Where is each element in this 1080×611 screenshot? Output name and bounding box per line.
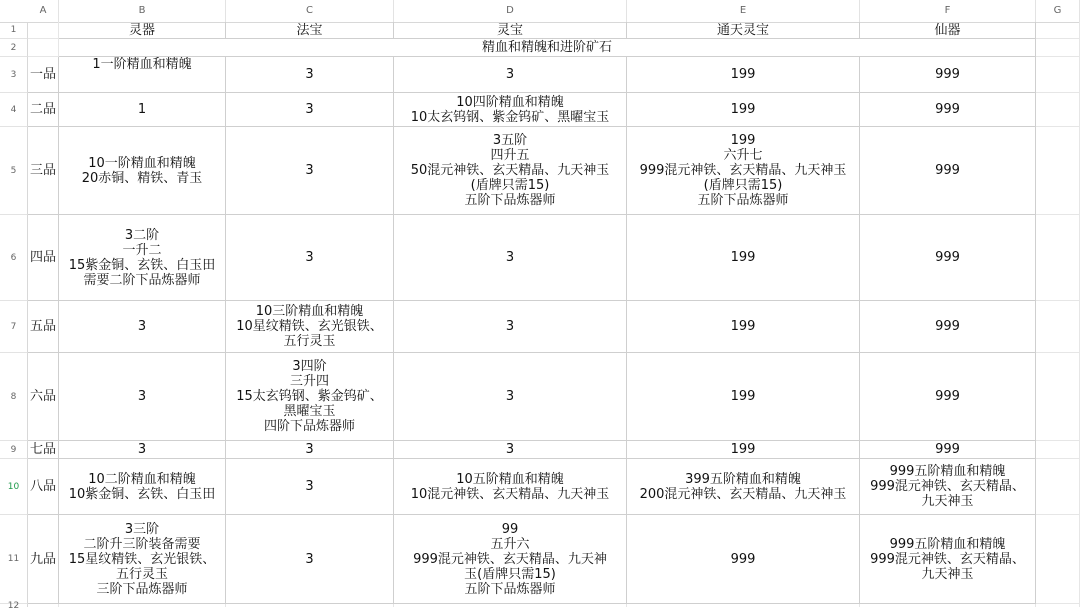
cell-g3[interactable] — [1036, 57, 1080, 93]
cell-e3[interactable]: 199 — [627, 57, 860, 93]
cell-e10[interactable]: 399五阶精血和精魄 200混元神铁、玄天精晶、九天神玉 — [627, 459, 860, 515]
cell-e6[interactable]: 199 — [627, 215, 860, 301]
cell-c10[interactable]: 3 — [226, 459, 394, 515]
cell-f10[interactable]: 999五阶精血和精魄 999混元神铁、玄天精晶、 九天神玉 — [860, 459, 1036, 515]
cell-b9[interactable]: 3 — [59, 441, 226, 459]
row-header-7[interactable]: 7 — [0, 301, 28, 353]
cell-g6[interactable] — [1036, 215, 1080, 301]
cell-d5[interactable]: 3五阶 四升五 50混元神铁、玄天精晶、九天神玉 (盾牌只需15) 五阶下品炼器师 — [394, 127, 627, 215]
column-header-g[interactable]: G — [1036, 0, 1080, 22]
column-header-d[interactable]: D — [394, 0, 627, 22]
cell-e11[interactable]: 999 — [627, 515, 860, 604]
cell-g7[interactable] — [1036, 301, 1080, 353]
cell-f3[interactable]: 999 — [860, 57, 1036, 93]
column-header-e[interactable]: E — [627, 0, 860, 22]
row-header-11[interactable]: 11 — [0, 515, 28, 604]
row-header-6[interactable]: 6 — [0, 215, 28, 301]
cell-b5[interactable]: 10一阶精血和精魄 20赤铜、精铁、青玉 — [59, 127, 226, 215]
row-header-3[interactable]: 3 — [0, 57, 28, 93]
cell-e5[interactable]: 199 六升七 999混元神铁、玄天精晶、九天神玉 (盾牌只需15) 五阶下品炼器师 — [627, 127, 860, 215]
row-header-5[interactable]: 5 — [0, 127, 28, 215]
cell-a8[interactable]: 六品 — [28, 353, 59, 441]
cell-a11[interactable]: 九品 — [28, 515, 59, 604]
cell-b8[interactable]: 3 — [59, 353, 226, 441]
cell-b11[interactable]: 3三阶 二阶升三阶装备需要 15星纹精铁、玄光银铁、 五行灵玉 三阶下品炼器师 — [59, 515, 226, 604]
cell-g11[interactable] — [1036, 515, 1080, 604]
cell-e4[interactable]: 199 — [627, 93, 860, 127]
cell-a10[interactable]: 八品 — [28, 459, 59, 515]
cell-a4[interactable]: 二品 — [28, 93, 59, 127]
cell-g5[interactable] — [1036, 127, 1080, 215]
row-header-12[interactable]: 12 — [0, 604, 28, 607]
cell-a1[interactable] — [28, 22, 59, 39]
column-header-b[interactable]: B — [59, 0, 226, 22]
cell-c4[interactable]: 3 — [226, 93, 394, 127]
cell-f11[interactable]: 999五阶精血和精魄 999混元神铁、玄天精晶、 九天神玉 — [860, 515, 1036, 604]
cell-d8[interactable]: 3 — [394, 353, 627, 441]
cell-d7[interactable]: 3 — [394, 301, 627, 353]
cell-c7[interactable]: 10三阶精血和精魄 10星纹精铁、玄光银铁、 五行灵玉 — [226, 301, 394, 353]
cell-g2[interactable] — [1036, 39, 1080, 57]
column-header-c[interactable]: C — [226, 0, 394, 22]
row-header-9[interactable]: 9 — [0, 441, 28, 459]
cell-g8[interactable] — [1036, 353, 1080, 441]
cell-f8[interactable]: 999 — [860, 353, 1036, 441]
cell-c11[interactable]: 3 — [226, 515, 394, 604]
cell-f4[interactable]: 999 — [860, 93, 1036, 127]
cell-d1-header[interactable]: 灵宝 — [394, 22, 627, 39]
cell-a6[interactable]: 四品 — [28, 215, 59, 301]
cell-a7[interactable]: 五品 — [28, 301, 59, 353]
cell-b4[interactable]: 1 — [59, 93, 226, 127]
cell-b7[interactable]: 3 — [59, 301, 226, 353]
cell-g4[interactable] — [1036, 93, 1080, 127]
cell-a9[interactable]: 七品 — [28, 441, 59, 459]
cell-d6[interactable]: 3 — [394, 215, 627, 301]
cell-e7[interactable]: 199 — [627, 301, 860, 353]
cell-f5[interactable]: 999 — [860, 127, 1036, 215]
cell-g10[interactable] — [1036, 459, 1080, 515]
cell-a2[interactable] — [28, 39, 59, 57]
cell-b3[interactable]: 1一阶精血和精魄 — [59, 57, 226, 93]
row-header-1[interactable]: 1 — [0, 22, 28, 39]
cell-g9[interactable] — [1036, 441, 1080, 459]
cell-c3[interactable]: 3 — [226, 57, 394, 93]
cell-f7[interactable]: 999 — [860, 301, 1036, 353]
cell-f6[interactable]: 999 — [860, 215, 1036, 301]
column-header-f[interactable]: F — [860, 0, 1036, 22]
cell-c6[interactable]: 3 — [226, 215, 394, 301]
cell-d11[interactable]: 99 五升六 999混元神铁、玄天精晶、九天神 玉(盾牌只需15) 五阶下品炼器师 — [394, 515, 627, 604]
cell-g1[interactable] — [1036, 22, 1080, 39]
cell-d9[interactable]: 3 — [394, 441, 627, 459]
row-header-10[interactable]: 10 — [0, 459, 28, 515]
cell-a5[interactable]: 三品 — [28, 127, 59, 215]
cell-e1-header[interactable]: 通天灵宝 — [627, 22, 860, 39]
cell-c9[interactable]: 3 — [226, 441, 394, 459]
cell-a3[interactable]: 一品 — [28, 57, 59, 93]
cell-c8[interactable]: 3四阶 三升四 15太玄钨钢、紫金钨矿、 黑曜宝玉 四阶下品炼器师 — [226, 353, 394, 441]
cell-b1-header[interactable]: 灵器 — [59, 22, 226, 39]
column-header-a[interactable]: A — [28, 0, 59, 22]
cell-d4[interactable]: 10四阶精血和精魄 10太玄钨钢、紫金钨矿、黑曜宝玉 — [394, 93, 627, 127]
row-header-4[interactable]: 4 — [0, 93, 28, 127]
cell-c1-header[interactable]: 法宝 — [226, 22, 394, 39]
cell-b6[interactable]: 3二阶 一升二 15紫金铜、玄铁、白玉田 需要二阶下品炼器师 — [59, 215, 226, 301]
cell-e8[interactable]: 199 — [627, 353, 860, 441]
cell-f9[interactable]: 999 — [860, 441, 1036, 459]
row-header-8[interactable]: 8 — [0, 353, 28, 441]
cell-d10[interactable]: 10五阶精血和精魄 10混元神铁、玄天精晶、九天神玉 — [394, 459, 627, 515]
cell-e9[interactable]: 199 — [627, 441, 860, 459]
cell-c5[interactable]: 3 — [226, 127, 394, 215]
cell-f1-header[interactable]: 仙器 — [860, 22, 1036, 39]
cell-d3[interactable]: 3 — [394, 57, 627, 93]
merged-title-cell[interactable]: 精血和精魄和进阶矿石 — [59, 39, 1036, 57]
cell-b10[interactable]: 10二阶精血和精魄 10紫金铜、玄铁、白玉田 — [59, 459, 226, 515]
row-header-2[interactable]: 2 — [0, 39, 28, 57]
